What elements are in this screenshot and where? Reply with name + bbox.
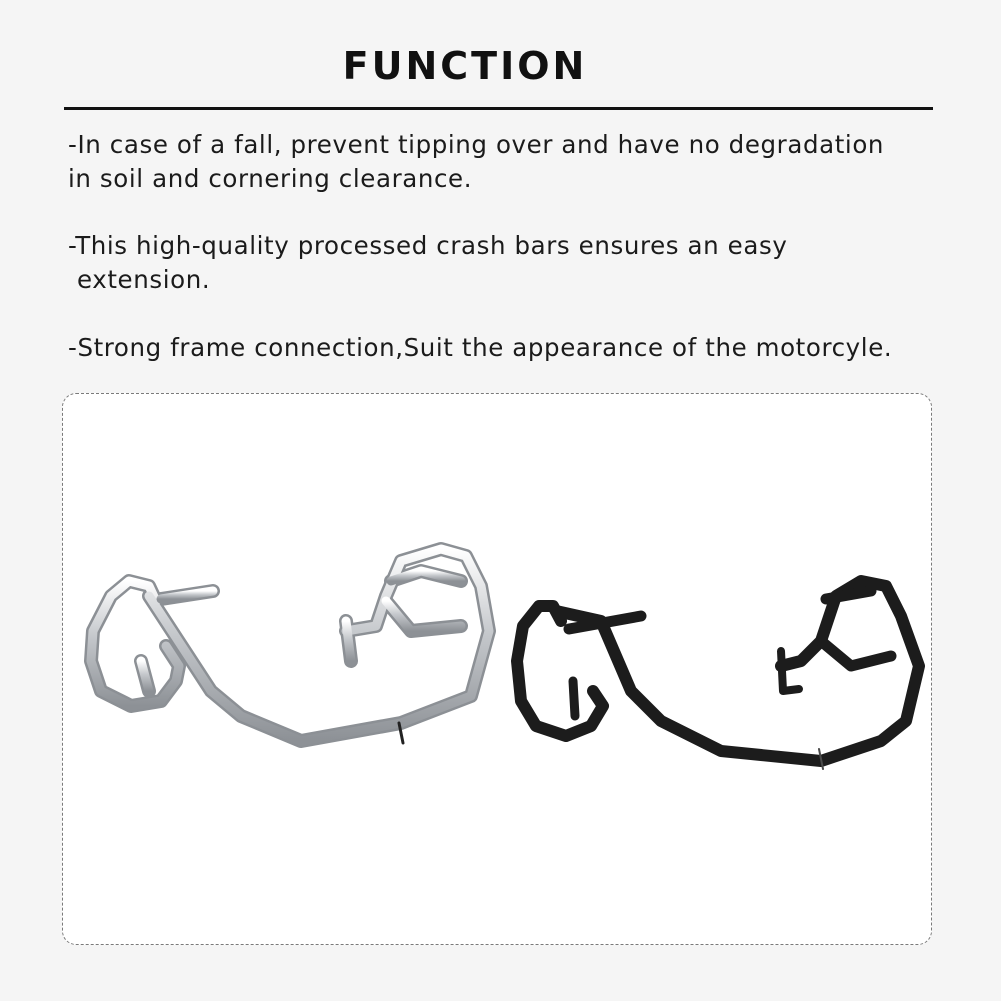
feature-bullet-2-line-1: -This high-quality processed crash bars ensures an easy	[68, 231, 788, 260]
product-image-frame	[62, 393, 932, 945]
feature-bullet-2-line-2: extension.	[77, 265, 211, 294]
feature-bullet-1-line-1: -In case of a fall, prevent tipping over and have no degradation	[68, 130, 885, 159]
feature-bullet-1	[68, 128, 884, 196]
black-crash-bar	[517, 581, 919, 769]
crash-bars-illustration	[63, 394, 930, 943]
chrome-crash-bar	[91, 549, 489, 743]
heading-divider	[64, 107, 933, 110]
feature-bullet-3-line-1: -Strong frame connection,Suit the appearance of the motorcyle.	[68, 333, 893, 362]
feature-bullet-3	[68, 331, 892, 365]
feature-bullet-2	[68, 229, 787, 297]
feature-bullet-1-line-2: in soil and cornering clearance.	[68, 164, 473, 193]
section-heading: FUNCTION	[342, 44, 588, 88]
